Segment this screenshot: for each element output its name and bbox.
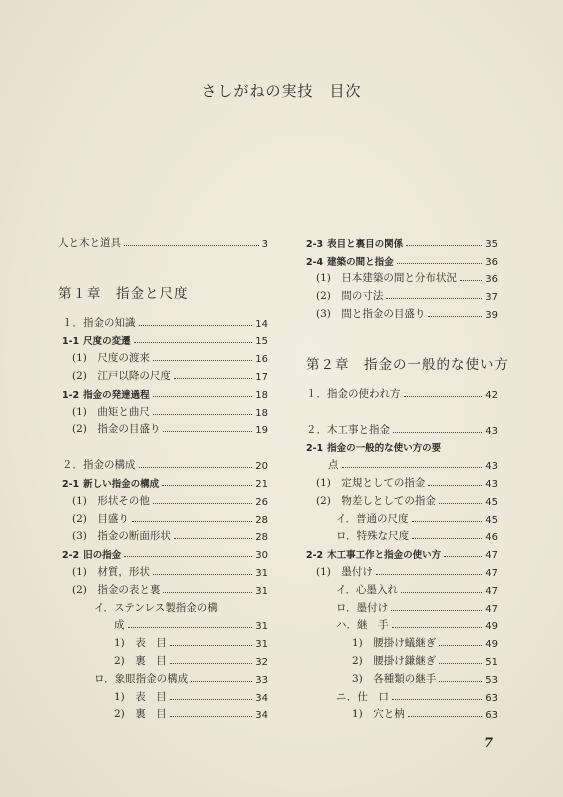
- page-number: 7: [484, 736, 494, 751]
- toc-entry-page: 46: [485, 532, 498, 544]
- leader-dots: [170, 699, 252, 700]
- toc-entry: [306, 437, 498, 455]
- toc-entry: [58, 597, 268, 615]
- leader-dots: [439, 663, 482, 664]
- toc-entry-number: 1-2: [62, 389, 80, 401]
- leader-dots: [153, 574, 252, 575]
- spacer: [306, 373, 498, 383]
- spacer: [58, 302, 268, 312]
- toc-entry-label: 旧の指金: [83, 550, 122, 562]
- toc-entry-label: (2) 間の寸法: [316, 290, 384, 303]
- chapter-heading: [306, 339, 509, 373]
- toc-entry-label: 指金の発達過程: [83, 389, 150, 401]
- toc-entry: [306, 472, 498, 490]
- toc-entry-page: 45: [485, 496, 498, 508]
- leader-dots: [342, 467, 483, 468]
- leader-dots: [170, 716, 252, 717]
- leader-dots: [391, 610, 482, 611]
- leader-dots: [460, 280, 482, 281]
- toc-entry: [58, 561, 268, 579]
- toc-entry-page: 36: [485, 256, 498, 268]
- leader-dots: [397, 263, 483, 264]
- toc-entry-page: 43: [485, 425, 498, 437]
- toc-entry-label: 1) 表 目: [114, 690, 167, 703]
- toc-entry: [306, 526, 498, 544]
- leader-dots: [163, 592, 252, 593]
- toc-entry-label: (3) 指金の断面形状: [72, 530, 171, 543]
- toc-entry-page: 31: [255, 585, 268, 597]
- toc-entry-number: 2-4: [306, 256, 324, 268]
- leader-dots: [439, 645, 482, 646]
- toc-entry: [306, 704, 498, 722]
- leader-dots: [153, 503, 252, 504]
- toc-entry-page: 18: [255, 407, 268, 419]
- toc-entry-label: 3) 各種類の継手: [352, 672, 437, 685]
- toc-entry-label: 木工事工作と指金の使い方: [327, 550, 442, 562]
- toc-entry: [306, 268, 498, 286]
- leader-dots: [428, 316, 482, 317]
- toc-entry-label: 成: [114, 619, 125, 632]
- leader-dots: [132, 521, 252, 522]
- toc-entry-page: 47: [485, 550, 498, 562]
- chapter-heading-label: 第１章 指金と尺度: [58, 285, 189, 302]
- toc-entry: [58, 543, 268, 561]
- leader-dots: [124, 556, 252, 557]
- toc-entry-label: １．指金の使われ方: [306, 387, 401, 400]
- toc-entry-page: 28: [255, 514, 268, 526]
- toc-entry-label: 尺度の変遷: [83, 336, 131, 348]
- toc-entry-page: 49: [485, 621, 498, 633]
- toc-entry: [58, 668, 268, 686]
- toc-entry-label: 指金の一般的な使い方の要: [327, 443, 442, 455]
- page-title: さしがねの実技 目次: [201, 82, 362, 100]
- toc-entry-page: 36: [485, 274, 498, 286]
- toc-entry-page: 19: [255, 425, 268, 437]
- leader-dots: [128, 627, 253, 628]
- leader-dots: [408, 716, 482, 717]
- leader-dots: [162, 485, 252, 486]
- toc-entry-page: 51: [485, 656, 498, 668]
- toc-entry-page: 18: [255, 389, 268, 401]
- toc-entry-label: ２．指金の構成: [62, 459, 136, 472]
- toc-entry: [58, 650, 268, 668]
- leader-dots: [401, 592, 482, 593]
- toc-entry: [306, 250, 498, 268]
- chapter-heading: [58, 268, 268, 302]
- toc-entry: [58, 490, 268, 508]
- toc-entry-label: (1) 日本建築の間と分布状況: [316, 272, 457, 285]
- leader-dots: [439, 681, 482, 682]
- toc-entry-label: (1) 形状その他: [72, 494, 150, 507]
- toc-entry: [58, 312, 268, 330]
- toc-entry-page: 33: [255, 674, 268, 686]
- toc-entry-label: イ．心墨入れ: [336, 583, 399, 596]
- toc-entry: [306, 303, 498, 321]
- leader-dots: [174, 538, 252, 539]
- toc-entry-label: 1) 表 目: [114, 637, 167, 650]
- leader-dots: [404, 396, 483, 397]
- toc-entry-number: 2-2: [306, 550, 324, 562]
- leader-dots: [406, 245, 482, 246]
- toc-entry-page: 31: [255, 567, 268, 579]
- toc-entry-label: 新しい指金の構成: [83, 478, 160, 490]
- toc-entry: [306, 632, 498, 650]
- toc-entry: [58, 704, 268, 722]
- toc-entry-label: (3) 間と指金の目盛り: [316, 307, 426, 320]
- toc-entry-page: 31: [255, 621, 268, 633]
- toc-entry-page: 53: [485, 674, 498, 686]
- toc-entry: [58, 365, 268, 383]
- toc-entry: [306, 668, 498, 686]
- toc-entry: [306, 650, 498, 668]
- toc-entry: [306, 508, 498, 526]
- spacer: [58, 436, 268, 454]
- leader-dots: [170, 645, 252, 646]
- toc-entry-label: 建築の間と指金: [327, 256, 394, 268]
- toc-entry-page: 35: [485, 238, 498, 250]
- toc-entry-label: (2) 指金の表と裏: [72, 583, 161, 596]
- leader-dots: [392, 627, 483, 628]
- toc-entry-page: 37: [485, 292, 498, 304]
- toc-entry-label: 1) 腰掛け蟻継ぎ: [352, 637, 437, 650]
- toc-entry: [58, 615, 268, 633]
- toc-entry-label: 1) 穴と枘: [352, 708, 405, 721]
- leader-dots: [412, 521, 483, 522]
- toc-entry-label: イ．ステンレス製指金の構: [94, 601, 218, 614]
- toc-entry: [306, 561, 498, 579]
- toc-entry: [58, 454, 268, 472]
- toc-entry-label: 人と木と道具: [58, 236, 121, 249]
- toc-entry-page: 34: [255, 710, 268, 722]
- toc-entry-page: 32: [255, 656, 268, 668]
- leader-dots: [124, 245, 259, 246]
- toc-entry-label: ２．木工事と指金: [306, 423, 390, 436]
- leader-dots: [134, 342, 253, 343]
- toc-entry: [306, 543, 498, 561]
- toc-entry-label: (1) 尺度の渡来: [72, 352, 150, 365]
- toc-entry: [58, 686, 268, 704]
- leader-dots: [153, 396, 253, 397]
- leader-dots: [392, 699, 482, 700]
- toc-entry-label: ロ．墨付け: [336, 601, 389, 614]
- toc-entry-label: (2) 江戸以降の尺度: [72, 369, 171, 382]
- toc-entry: [58, 579, 268, 597]
- toc-entry: [58, 330, 268, 348]
- toc-entry-label: (2) 目盛り: [72, 512, 129, 525]
- leader-dots: [439, 503, 482, 504]
- toc-entry-label: 2) 腰掛け鎌継ぎ: [352, 654, 437, 667]
- toc-entry-label: イ．普通の尺度: [336, 512, 409, 525]
- leader-dots: [428, 485, 482, 486]
- toc-entry-page: 34: [255, 692, 268, 704]
- toc-entry-page: 63: [485, 710, 498, 722]
- toc-entry-page: 31: [255, 639, 268, 651]
- chapter-heading-label: 第２章 指金の一般的な使い方: [306, 356, 509, 373]
- toc-entry-page: 42: [485, 389, 498, 401]
- leader-dots: [191, 681, 252, 682]
- toc-entry-label: ロ．象眼指金の構成: [94, 672, 189, 685]
- toc-entry-number: 2-1: [62, 478, 80, 490]
- toc-entry: [306, 490, 498, 508]
- leader-dots: [170, 663, 252, 664]
- toc-entry: [306, 597, 498, 615]
- toc-right-column: [306, 232, 509, 722]
- toc-entry-label: ハ．継 手: [336, 619, 389, 632]
- leader-dots: [412, 538, 482, 539]
- toc-entry-label: ロ．特殊な尺度: [336, 530, 410, 543]
- toc-entry-page: 49: [485, 639, 498, 651]
- leader-dots: [174, 378, 252, 379]
- toc-entry: [306, 454, 498, 472]
- leader-dots: [139, 467, 253, 468]
- toc-entry-label: １．指金の知識: [62, 316, 136, 329]
- toc-left-column: [58, 232, 268, 721]
- spacer: [58, 250, 268, 268]
- leader-dots: [393, 432, 482, 433]
- toc-entry-label: (1) 墨付け: [316, 565, 373, 578]
- toc-entry-label: (2) 物差しとしての指金: [316, 494, 436, 507]
- toc-entry-number: 2-3: [306, 238, 324, 250]
- toc-entry-page: 47: [485, 567, 498, 579]
- toc-entry: [306, 686, 498, 704]
- spacer: [306, 321, 498, 339]
- toc-entry-page: 21: [255, 478, 268, 490]
- toc-entry-page: 3: [261, 238, 268, 250]
- toc-entry: [58, 632, 268, 650]
- toc-entry-page: 28: [255, 532, 268, 544]
- toc-entry-page: 43: [485, 461, 498, 473]
- toc-entry: [306, 615, 498, 633]
- toc-entry: [306, 232, 498, 250]
- toc-entry: [306, 383, 498, 401]
- toc-entry-label: 2) 裏 目: [114, 708, 167, 721]
- toc-entry-page: 45: [485, 514, 498, 526]
- toc-entry-page: 39: [485, 309, 498, 321]
- spacer: [306, 401, 498, 419]
- leader-dots: [139, 325, 253, 326]
- leader-dots: [153, 414, 252, 415]
- toc-entry-label: 表目と裏目の関係: [327, 238, 404, 250]
- toc-entry: [58, 232, 268, 250]
- toc-entry-label: (2) 指金の目盛り: [72, 423, 161, 436]
- toc-entry: [58, 472, 268, 490]
- toc-entry: [306, 419, 498, 437]
- toc-entry-page: 47: [485, 585, 498, 597]
- toc-entry-page: 15: [255, 336, 268, 348]
- toc-entry-label: (1) 曲矩と曲尺: [72, 405, 150, 418]
- leader-dots: [153, 360, 252, 361]
- toc-entry-number: 2-2: [62, 550, 80, 562]
- toc-entry-label: 点: [328, 459, 339, 472]
- toc-entry: [58, 383, 268, 401]
- toc-entry: [58, 508, 268, 526]
- toc-entry: [58, 401, 268, 419]
- toc-entry-page: 63: [485, 692, 498, 704]
- toc-entry-label: 2) 裏 目: [114, 654, 167, 667]
- leader-dots: [376, 574, 482, 575]
- toc-entry-label: ニ．仕 口: [336, 690, 389, 703]
- toc-entry-label: (1) 材質，形状: [72, 565, 150, 578]
- toc-entry: [58, 419, 268, 437]
- leader-dots: [163, 431, 252, 432]
- toc-entry: [58, 347, 268, 365]
- toc-entry-number: 2-1: [306, 443, 324, 455]
- toc-entry: [306, 285, 498, 303]
- toc-entry-number: 1-1: [62, 336, 80, 348]
- toc-entry-page: 30: [255, 550, 268, 562]
- toc-entry-label: (1) 定規としての指金: [316, 476, 426, 489]
- toc-entry-page: 26: [255, 496, 268, 508]
- toc-entry-page: 14: [255, 318, 268, 330]
- toc-entry: [306, 579, 498, 597]
- toc-entry-page: 47: [485, 603, 498, 615]
- toc-entry-page: 20: [255, 461, 268, 473]
- toc-entry: [58, 526, 268, 544]
- toc-entry-page: 43: [485, 478, 498, 490]
- toc-entry-page: 17: [255, 371, 268, 383]
- leader-dots: [444, 556, 482, 557]
- toc-entry-page: 16: [255, 354, 268, 366]
- leader-dots: [386, 298, 482, 299]
